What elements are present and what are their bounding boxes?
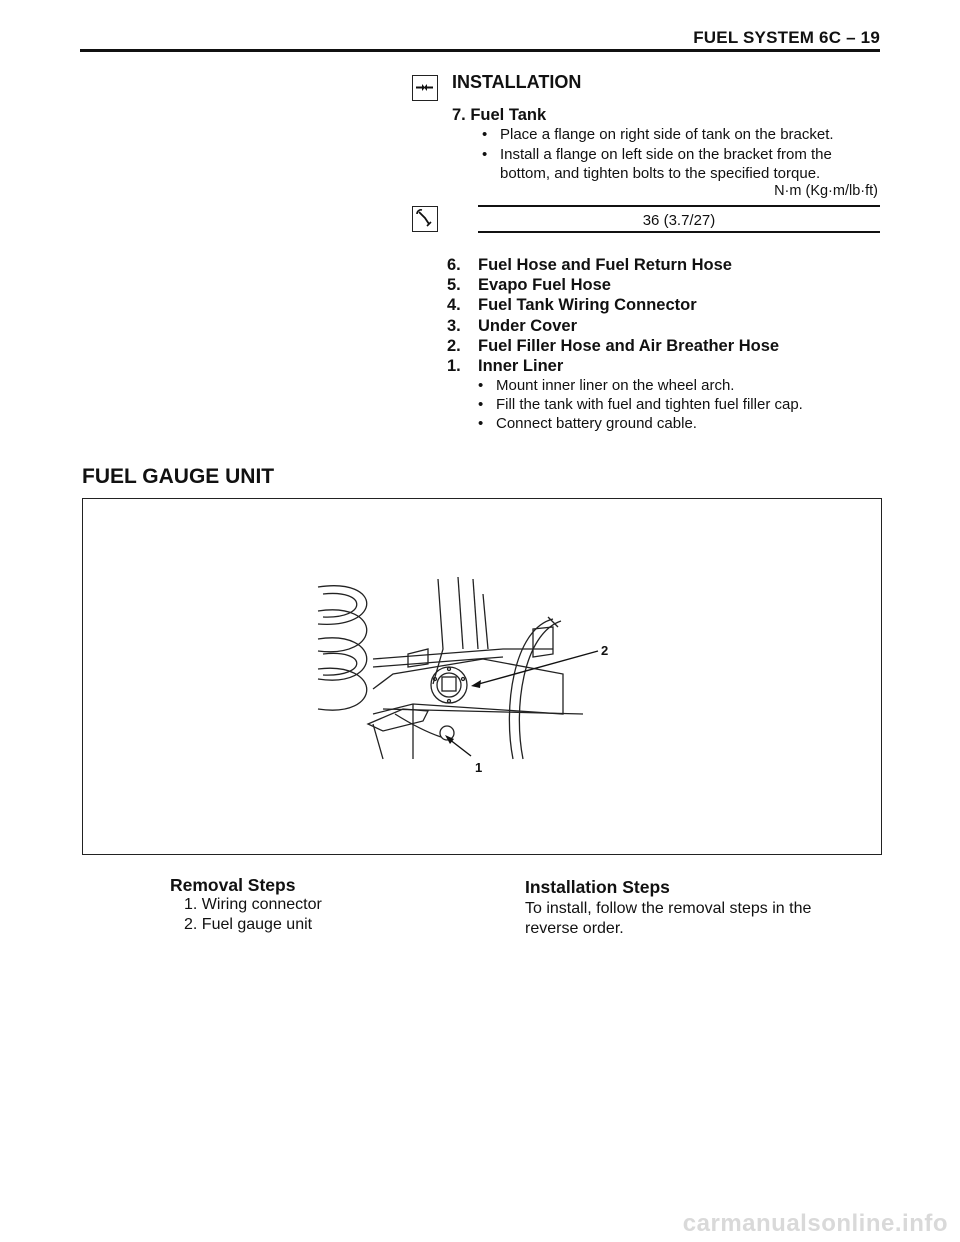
torque-bottom-rule: [478, 231, 880, 233]
installation-steps-heading: Installation Steps: [525, 877, 670, 897]
removal-item-1: 1. Wiring connector: [184, 896, 322, 913]
step-1-bullet-2: • Fill the tank with fuel and tighten fuel filler cap.: [496, 396, 803, 413]
header-rule: [80, 49, 880, 52]
step-1-bullet-1: • Mount inner liner on the wheel arch.: [496, 377, 734, 394]
installation-heading: INSTALLATION: [452, 72, 582, 92]
callout-2: 2: [601, 643, 609, 658]
step-7-bullet-2-cont: bottom, and tighten bolts to the specified torque.: [500, 165, 821, 182]
torque-top-rule: [478, 205, 880, 207]
step-4: 4. Fuel Tank Wiring Connector: [447, 296, 697, 314]
step-3: 3. Under Cover: [447, 317, 578, 335]
torque-unit-label: N·m (Kg·m/lb·ft): [774, 183, 878, 199]
step-1-bullet-3: • Connect battery ground cable.: [496, 415, 697, 432]
callout-1: 1: [475, 760, 483, 775]
step-6: 6. Fuel Hose and Fuel Return Hose: [447, 256, 732, 274]
step-1: 1. Inner Liner: [447, 357, 564, 375]
step-2: 2. Fuel Filler Hose and Air Breather Hose: [447, 337, 780, 355]
installation-steps-line-1: To install, follow the removal steps in the: [525, 900, 812, 917]
fuel-gauge-figure: [82, 498, 882, 855]
installation-arrows-icon: [412, 75, 438, 101]
fuel-gauge-illustration: [83, 499, 881, 854]
removal-heading: Removal Steps: [170, 875, 296, 895]
section-title: FUEL GAUGE UNIT: [82, 465, 275, 488]
step-7-bullet-1: • Place a flange on right side of tank on the bracket.: [500, 126, 834, 143]
torque-wrench-icon: [412, 206, 438, 232]
step-7-bullet-2: • Install a flange on left side on the bracket from the: [500, 146, 832, 163]
step-7-title: 7. Fuel Tank: [452, 106, 547, 124]
installation-steps-line-2: reverse order.: [525, 920, 624, 937]
watermark: carmanualsonline.info: [682, 1210, 948, 1237]
step-5: 5. Evapo Fuel Hose: [447, 276, 611, 294]
removal-item-2: 2. Fuel gauge unit: [184, 916, 313, 933]
torque-value: 36 (3.7/27): [642, 212, 716, 229]
page-header-title: FUEL SYSTEM 6C – 19: [693, 28, 880, 47]
